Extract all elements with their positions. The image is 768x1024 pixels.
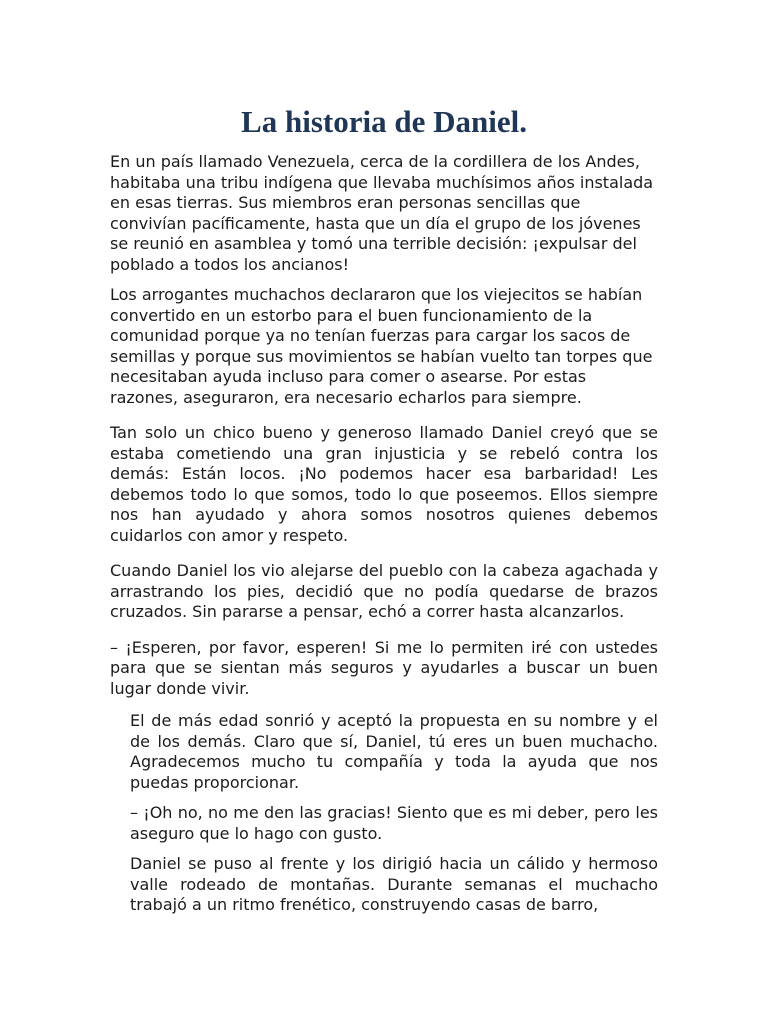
paragraph-5: – ¡Esperen, por favor, esperen! Si me lo permiten iré con ustedes para que se sientan más seguros y ayudarles a buscar un buen lugar donde vivir. — [110, 637, 658, 698]
paragraph-4: Cuando Daniel los vio alejarse del pueblo con la cabeza agachada y arrastrando los pies, decidió que no podía quedarse de brazos cruzados. Sin pararse a pensar, echó a correr hasta alcanzarlos. — [110, 561, 658, 621]
paragraph-2: Los arrogantes muchachos declararon que los viejecitos se habían convertido en un estorbo para el buen funcionamiento de la comunidad porque ya no tenían fuerzas para cargar los sacos de semillas y porque sus movimientos se habían vuelto tan torpes que necesitaban ayuda incluso para comer o asearse. Por estas razones, aseguraron, era necesario echarlos para siempre. — [110, 285, 653, 407]
paragraph-8: Daniel se puso al frente y los dirigió hacia un cálido y hermoso valle rodeado de montañas. Durante semanas el muchacho trabajó a un ritmo frenético, construyendo casas de barro, — [130, 854, 658, 914]
paragraph-3: Tan solo un chico bueno y generoso llamado Daniel creyó que se estaba cometiendo una gran injusticia y se rebeló contra los demás: Están locos. ¡No podemos hacer esa barbaridad! Les debemos todo lo que somos, todo lo que poseemos. Ellos siempre nos han ayudado y ahora somos nosotros quienes debemos cuidarlos con amor y respeto. — [110, 423, 658, 545]
paragraph-6: El de más edad sonrió y aceptó la propuesta en su nombre y el de los demás. Claro que sí, Daniel, tú eres un buen muchacho. Agradecemos mucho tu compañía y toda la ayuda que nos puedas proporcionar. — [130, 711, 658, 792]
paragraph-7: – ¡Oh no, no me den las gracias! Siento que es mi deber, pero les aseguro que lo hago con gusto. — [130, 803, 658, 843]
paragraph-1: En un país llamado Venezuela, cerca de la cordillera de los Andes, habitaba una tribu indígena que llevaba muchísimos años instalada en esas tierras. Sus miembros eran personas sencillas que convivían pacíficamente, hasta que un día el grupo de los jóvenes se reunió en asamblea y tomó una terrible decisión: ¡expulsar del poblado a todos los ancianos! — [110, 152, 654, 274]
document-title: La historia de Daniel. — [241, 104, 527, 139]
